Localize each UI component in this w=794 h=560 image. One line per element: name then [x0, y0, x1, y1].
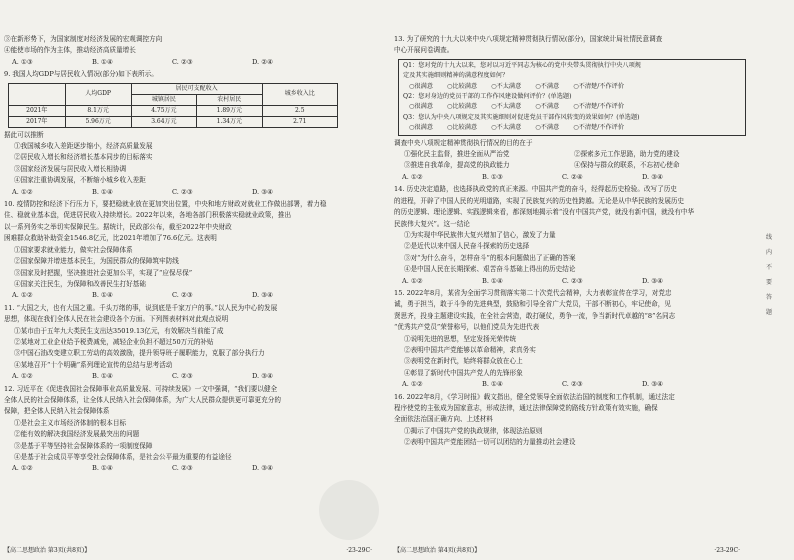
text-line: ④国家关注民生，为保障和改善民生打好基础	[14, 279, 146, 288]
option-b[interactable]: B. ①③	[482, 172, 503, 181]
text-line: 据此可以推断	[4, 130, 44, 139]
statement: ④保持与群众的联系，不忘初心使命	[574, 161, 680, 170]
radio-choice[interactable]: ○比较满意	[446, 82, 478, 90]
footer-code: ·23-29C·	[346, 546, 372, 554]
table-cell: 2017年	[9, 116, 66, 127]
option-b[interactable]: B. ①④	[92, 57, 113, 66]
option-c[interactable]: C. ②③	[172, 464, 193, 473]
radio-choice[interactable]: ○很满意	[409, 103, 433, 111]
table-header-rural: 农村居民	[197, 94, 262, 105]
text-line: ④某地召开“十个明确”系列理论宣传的总结与思考活动	[14, 360, 173, 369]
table-cell: 2021年	[9, 105, 66, 116]
q9-stem: 9. 我国人均GDP与居民收入情况(部分)如下表所示。	[4, 70, 158, 79]
radio-choice[interactable]: ○不太满意	[491, 103, 522, 111]
left-column	[4, 34, 382, 475]
text-line: 以一系列务实之举切实保障民生。据统计，民政部公布，截至2022年中央财政	[4, 222, 232, 231]
text-line: ③是基于平等坚持社会保障体系的一项制度保障	[14, 441, 153, 450]
option-a[interactable]: A. ①②	[402, 276, 423, 285]
option-d[interactable]: D. ③④	[642, 276, 664, 285]
footer-code: ·23-29C·	[714, 546, 740, 554]
option-d[interactable]: D. ③④	[252, 187, 274, 196]
text-line: 14. 历史决定道路，也选择执政党的真正来源。中国共产党的奋斗，经得起历史检验。改写了历史	[394, 185, 677, 194]
text-line: 12. 习近平在《促进我国社会保障事业高质量发展、可持续发展》一文中强调，“我们要以健全	[4, 384, 278, 393]
table-header-income: 居民可支配收入	[131, 83, 262, 94]
option-a[interactable]: A. ①②	[402, 380, 423, 389]
text-line: ①我国城乡收入差距逐步缩小，经济高质量发展	[14, 142, 153, 151]
text-line: ③表明党在新时代，始终将群众放在心上	[404, 357, 523, 366]
radio-choice[interactable]: ○不满意	[535, 103, 560, 111]
q13-options	[394, 172, 750, 183]
margin-char: 答	[765, 294, 772, 301]
text-line: 的历史逻辑、理论逻辑、实践逻辑来看，都深刻地揭示着“没有中国共产党，就没有新中国，就没有中华	[394, 208, 695, 217]
table-header-ratio: 城乡收入比	[262, 83, 337, 105]
survey-question: Q3：您认为中央八项规定及其实施细则对促进党员干部作风转变的效果如何？(单选题)	[403, 113, 640, 121]
text-line: 16. 2022年8月，《学习时报》载文指出，健全党领导全面依法治国的制度和工作机制，通过法定	[394, 392, 675, 401]
option-b[interactable]: B. ①④	[92, 187, 113, 196]
survey-box	[398, 59, 746, 136]
text-line: ②表明中国共产党能够以革命精神，求真务实	[404, 345, 536, 354]
right-column	[394, 34, 750, 449]
statement: ③推进自我革命，提高党的执政能力	[404, 161, 510, 170]
option-d[interactable]: D. ③④	[252, 372, 274, 381]
option-d[interactable]: D. ③④	[642, 380, 664, 389]
margin-char: 不	[765, 264, 772, 271]
footer-page-label: 【高二思想政治 第3页(共8页)】	[4, 546, 91, 554]
text-line: ②国家保障并增进基本民生，为国民群众的保障筑牢防线	[14, 257, 179, 266]
option-c[interactable]: C. ②③	[172, 187, 193, 196]
survey-question: Q1：您对党的十九大以来，您对以习近平同志为核心的党中央带头贯彻执行中央八项规	[403, 61, 641, 69]
text-line: 程序使党的主张成为国家意志，形成法律，通过法律保障党的路线方针政策有效实施，确保	[394, 404, 658, 412]
page-right	[394, 0, 750, 560]
survey-choices	[403, 102, 741, 112]
table-cell: 5.96万元	[65, 116, 131, 127]
survey-choices	[403, 123, 741, 133]
text-line: 诚，勇于担当，敢于斗争的先进典型，鼓励和引导全省广大党员，干部不断初心，牢记使命，见	[394, 300, 671, 309]
option-a[interactable]: A. ①②	[12, 372, 33, 381]
text-line: ③在新形势下，为国家制度对经济发展的宏观调控方向	[4, 35, 163, 43]
radio-choice[interactable]: ○比较满意	[446, 124, 478, 132]
radio-choice[interactable]: ○不清楚/不作评价	[573, 82, 625, 90]
option-c[interactable]: C. ②③	[562, 380, 583, 389]
text-line: ①是社会主义市场经济体制的根本目标	[14, 418, 127, 427]
text-line: ①揭示了中国共产党的执政规律，体现法治原则	[404, 426, 543, 435]
survey-choices	[403, 82, 741, 92]
text-line: ③中国石油改变建立职工劳动的高效激励，提升领导班子履职能力，克服了部分执行力	[14, 349, 265, 358]
option-a[interactable]: A. ①②	[12, 291, 33, 300]
option-b[interactable]: B. ①④	[92, 291, 113, 300]
statement: ②探索多元工作思路，助力党的建设	[574, 150, 680, 159]
scan-smudge	[319, 480, 379, 540]
table-row	[9, 116, 338, 127]
radio-choice[interactable]: ○很满意	[409, 124, 433, 132]
text-line: 困难群众救助补助资金1546.8亿元，比2021年增加了76.6亿元。这表明	[4, 234, 217, 243]
q12-options	[4, 463, 382, 474]
option-c[interactable]: C. ②③	[562, 276, 583, 285]
text-line: ④是中国人民在长期探索、艰苦奋斗基础上得出的历史结论	[404, 265, 576, 274]
text-line: 的进程，开辟了中国人民的光明道路，实现了民族复兴的历史性跨越。无论是从中华民族的发展历史	[394, 196, 685, 205]
text-line: 贤思齐，投身主题建设实践，在全社会营造，敢打硬仗，勇争一流，争当新时代卓越的“8”名同志	[394, 311, 676, 320]
radio-choice[interactable]: ○不太满意	[491, 124, 522, 132]
margin-char: 要	[765, 279, 772, 286]
text-line: 13. 为了研究的十九大以来中央八项规定精神贯彻执行情况(部分)，国家统计局社情民意调查	[394, 35, 663, 43]
text-line: 住、稳就业基本盘，促进居民收入持续增长。2022年以来，各地各部门积极落实稳就业政策，推出	[4, 211, 292, 220]
radio-choice[interactable]: ○很满意	[409, 82, 433, 90]
text-line: ④是基于社会成员平等享受社会保障体系，是社会公平最为重要的有益途径	[14, 453, 232, 461]
table-cell: 2.71	[262, 116, 337, 127]
table-cell: 4.75万元	[131, 105, 196, 116]
text-line: ②是近代以来中国人民奋斗探索的历史选择	[404, 242, 530, 251]
text-line: ③对“为什么奋斗，怎样奋斗”的根本问题做出了正确的答案	[404, 253, 576, 262]
page-footer	[4, 545, 382, 556]
radio-choice[interactable]: ○比较满意	[446, 103, 478, 111]
text-line: 保障，把全体人民纳入社会保障体系	[4, 407, 110, 416]
option-d[interactable]: D. ③④	[252, 464, 274, 473]
table-cell: 1.89万元	[197, 105, 262, 116]
text-line: ③国家及时把握，坚决推进社会更加公平，实现了“应保尽保”	[14, 268, 193, 277]
table-cell: 1.34万元	[197, 116, 262, 127]
text-line: ①说明先进的思想，坚定发扬光荣传统	[404, 334, 517, 343]
text-line: ①国家要求就业能力，做实社会保障体系	[14, 245, 133, 254]
page-left	[4, 0, 382, 560]
text-line: ②某地对工业企业给予税费减免，减轻企业负担不超过50万元的补贴	[14, 337, 214, 346]
option-a[interactable]: A. ①③	[12, 57, 33, 66]
q13-statement-pair	[394, 160, 750, 171]
table-cell: 2.5	[262, 105, 337, 116]
option-c[interactable]: C. ②③	[172, 57, 193, 66]
table-row	[9, 105, 338, 116]
table-header-gdp: 人均GDP	[65, 83, 131, 105]
footer-page-label: 【高二思想政治 第4页(共8页)】	[394, 546, 481, 554]
option-c[interactable]: C. ②③	[172, 372, 193, 381]
text-line: 11. “大国之大，也有大国之重。千头万绪的事，说到底是千家万户的事。”以人民为中心的发展	[4, 303, 278, 312]
income-table	[8, 83, 338, 128]
option-d[interactable]: D. ③④	[642, 172, 664, 181]
text-line: ②能有效的解决我国经济发展最突出的问题	[14, 430, 140, 439]
radio-choice[interactable]: ○不太满意	[491, 82, 522, 90]
option-d[interactable]: D. ③④	[252, 291, 274, 300]
q15-options	[394, 379, 750, 390]
table-cell: 8.1万元	[65, 105, 131, 116]
text-line: 思想，体现在我们全体人民在社会建设各个方面。下列图表材料对此观点说明	[4, 315, 229, 324]
text-line: 全面依法治国正确方向、上述材料	[394, 415, 493, 424]
table-header-year	[9, 83, 66, 105]
text-line: ①某市由于五年九大类民生支出达35019.13亿元，有效解决当前能了成	[14, 326, 224, 335]
text-line: “优秀共产党员”荣誉称号，以他们党员为先进代表	[394, 323, 540, 332]
text-line: ④国家注重协调发展，不断缩小城乡收入差距	[14, 176, 146, 185]
survey-question: Q2：您对身边的党员干部的工作作风建设做何评价？(单选题)	[403, 93, 572, 101]
radio-choice[interactable]: ○不清楚/不作评价	[573, 103, 625, 111]
text-line: ②居民收入增长和经济增长基本同步的目标落实	[14, 153, 153, 162]
option-b[interactable]: B. ①④	[482, 276, 503, 285]
text-line: ④彰显了新时代中国共产党人的先锋形象	[404, 368, 523, 377]
option-b[interactable]: B. ①④	[482, 380, 503, 389]
option-c[interactable]: C. ②④	[562, 172, 583, 181]
option-a[interactable]: A. ①②	[12, 187, 33, 196]
table-cell: 3.64万元	[131, 116, 196, 127]
option-b[interactable]: B. ①④	[92, 464, 113, 473]
margin-char: 内	[765, 249, 772, 256]
q9-options	[4, 187, 382, 198]
margin-char: 题	[765, 309, 772, 316]
text-line: 中心开展问卷调查。	[394, 46, 454, 55]
option-a[interactable]: A. ①②	[402, 172, 423, 181]
text-line: 15. 2022年8月，某省为全面学习贯彻落实第二十次党代会精神，大力表彰宣传在学习，对党忠	[394, 288, 672, 297]
table-header-urban: 城镇居民	[131, 94, 196, 105]
q11-options	[4, 371, 382, 382]
text-line: ②表明中国共产党能团结一切可以团结的力量推动社会建设	[404, 438, 576, 447]
q13-statement-pair	[394, 149, 750, 160]
survey-question: 定及其实施细则精神的满意程度如何？	[403, 72, 509, 80]
option-d[interactable]: D. ②④	[252, 57, 274, 66]
radio-choice[interactable]: ○不清楚/不作评价	[573, 124, 625, 132]
radio-choice[interactable]: ○不满意	[535, 124, 560, 132]
text-line: 全体人民的社会保障体系，让全体人民纳入社会保障体系，为广大人民群众提供更可靠更充分的	[4, 395, 281, 404]
text-line: 10. 疫情防控和经济下行压力下，要把稳就业放在更加突出位置，中央和地方财政对就业工作做出部署，着力稳	[4, 200, 327, 209]
q8-options	[4, 57, 382, 68]
statement: ①强化民主监督，推进全面从严治党	[404, 150, 510, 159]
text-line: ③国家经济发展与居民收入增长相协调	[14, 164, 127, 173]
radio-choice[interactable]: ○不满意	[535, 82, 560, 90]
margin-char: 线	[765, 234, 772, 241]
binding-margin-note	[762, 230, 776, 320]
option-c[interactable]: C. ②③	[172, 291, 193, 300]
text-line: 民族伟大复兴”。这一结论	[394, 219, 470, 228]
option-b[interactable]: B. ①④	[92, 372, 113, 381]
text-line: ①为实现中华民族伟大复兴增加了信心，激发了力量	[404, 230, 556, 239]
option-a[interactable]: A. ①②	[12, 464, 33, 473]
text-line: ④能使市场的作为主体，推动经济高质量增长	[4, 46, 136, 55]
page-footer	[394, 545, 750, 556]
q10-options	[4, 290, 382, 301]
q14-options	[394, 276, 750, 287]
text-line: 调查中央八项规定精神贯彻执行情况的目的在于	[394, 138, 533, 147]
